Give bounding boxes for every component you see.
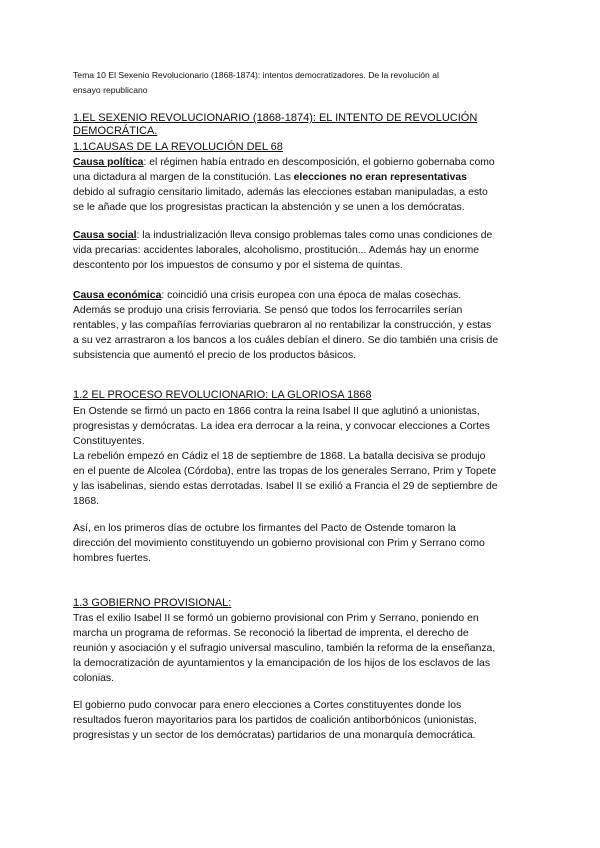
section-1-2-paragraph-1 [73,404,505,449]
section-1-heading [73,112,477,138]
section-1-1-heading: 1.1CAUSAS DE LA REVOLUCIÓN DEL 68 [73,141,283,153]
text: resultados fueron mayoritarios para los partidos de coalición antiborbónicos (unionistas, [73,715,477,726]
text: a su vez arrastraron a los bancos a los cuáles debían el dinero. Se dio también una crisis de [73,335,499,346]
text: se le añade que los progresistas practican la abstención y se unen a los demócratas. [73,202,465,213]
subtitle-line: ensayo republicano [73,85,148,95]
text: La rebelión empezó en Cádiz el 18 de septiembre de 1868. La batalla decisiva se produjo [73,451,486,462]
text: progresistas y demócratas. La idea era derrocar a la reina, y convocar elecciones a Cortes [73,421,490,432]
subtitle-line: Tema 10 El Sexenio Revolucionario (1868-1874): intentos democratizadores. De la revolución al [73,70,439,80]
text: hombres fuertes. [73,553,151,564]
section-1-2-heading: 1.2 EL PROCESO REVOLUCIONARIO: LA GLORIOSA 1868 [73,389,372,401]
text: en el puente de Alcolea (Córdoba), entre las tropas de los generales Serrano, Prim y Topete [73,466,497,477]
text: dirección del movimiento constituyendo un gobierno provisional con Prim y Serrano como [73,538,485,549]
section-1-3-heading: 1.3 GOBIERNO PROVISIONAL: [73,597,232,609]
text: 1868. [73,496,100,507]
document-subtitle [73,68,513,98]
section-1-2-paragraph-2 [73,449,505,509]
text: descontento por los impuestos de consumo y por el sistema de quintas. [73,260,403,271]
social-cause-paragraph [73,228,505,273]
text: Constituyentes. [73,436,145,447]
text: : coincidió una crisis europea con una época de malas cosechas. [161,290,462,301]
text: progresistas y un sector de los demócratas) partidarios de una monarquía democrática. [73,730,476,741]
text: Así, en los primeros días de octubre los firmantes del Pacto de Ostende tomaron la [73,523,456,534]
text: colonias. [73,673,115,684]
social-cause-label: Causa social [73,230,137,241]
text: reunión y asociación y el sufragio universal masculino, también la reforma de la enseñanza, [73,643,496,654]
text: marcha un programa de reformas. Se reconoció la libertad de imprenta, el derecho de [73,628,469,639]
section-1-2-paragraph-3 [73,521,505,566]
text: El gobierno pudo convocar para enero elecciones a Cortes constituyentes donde los [73,700,462,711]
text: una dictadura al margen de la constitución. Las [73,172,294,183]
text: : la industrialización lleva consigo problemas tales como unas condiciones de [136,230,493,241]
economic-cause-paragraph [73,288,505,363]
text: Además se produjo una crisis ferroviaria. Se pensó que todos los ferrocarriles serían [73,305,463,316]
text: y las isabelinas, siendo estas derrotadas. Isabel II se exilió a Francia el 29 de septiembre de [73,481,498,492]
economic-cause-label: Causa económica [73,290,162,301]
political-cause-paragraph [73,155,505,215]
text: subsistencia que aumentó el precio de los productos básicos. [73,350,357,361]
heading-line: DEMOCRÁTICA. [73,125,158,137]
text: debido al sufragio censitario limitado, además las elecciones estaban manipuladas, a esto [73,187,488,198]
heading-line: 1.EL SEXENIO REVOLUCIONARIO (1868-1874): EL INTENTO DE REVOLUCIÓN [73,112,478,124]
text: Tras el exilio Isabel II se formó un gobierno provisional con Prim y Serrano, poniendo en [73,613,479,624]
section-1-3-paragraph-1 [73,611,505,686]
bold-phrase: elecciones no eran representativas [293,172,467,183]
text: rentables, y las compañías ferroviarias quebraron al no rentabilizar la construcción, y estas [73,320,492,331]
political-cause-label: Causa política [73,157,144,168]
text: : el régimen había entrado en descomposición, el gobierno gobernaba como [143,157,495,168]
text: vida precarias: accidentes laborales, alcoholismo, prostitución... Además hay un enorme [73,245,480,256]
text: En Ostende se firmó un pacto en 1866 contra la reina Isabel II que aglutinó a unionistas, [73,406,480,417]
section-1-3-paragraph-2 [73,698,505,743]
text: la democratización de ayuntamientos y la emancipación de los hijos de los esclavos de las [73,658,491,669]
